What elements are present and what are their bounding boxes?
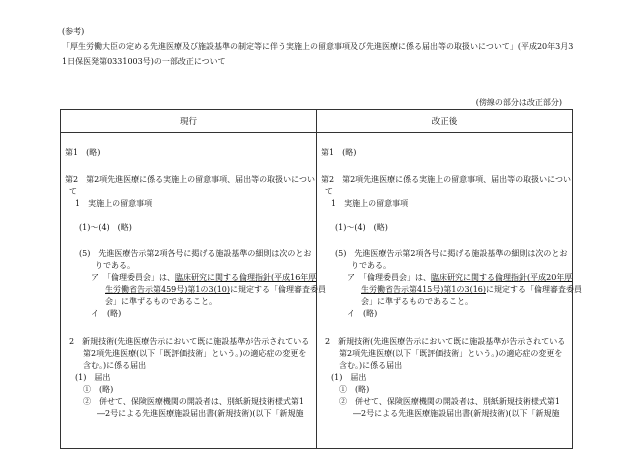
item-1-heading: 1 実施上の留意事項	[75, 199, 153, 208]
item-a-line-3: 会」に準ずるものであること。	[105, 297, 217, 306]
item-2-line-1: 2 新規技術(先進医療告示において既に施設基準が告示されている	[325, 337, 566, 346]
item-2-line-2: 第2項先進医療(以下「既評価技術」という。)の適応症の変更を	[339, 349, 563, 358]
para-1-2-line-1: ② 併せて、保険医療機関の開設者は、別紙新規技術様式第1	[83, 397, 304, 406]
document-title-line-1: 「厚生労働大臣の定める先進医療及び施設基準の制定等に伴う実施上の留意事項及び先進医療に係る届出等の取扱いについて」(平成20年3月3	[62, 42, 574, 51]
item-a-line-2	[361, 284, 582, 296]
item-2-line-3: 含む。)に係る届出	[339, 361, 403, 370]
item-a-rest: に規定する「倫理審査委員	[486, 285, 582, 294]
item-a-line-1	[347, 272, 572, 284]
item-2-line-2: 第2項先進医療(以下「既評価技術」という。)の適応症の変更を	[83, 349, 307, 358]
section-2-heading-cont: て	[69, 187, 77, 196]
amended-text: 臨床研究に関する倫理指針(平成20年厚	[431, 273, 573, 282]
amended-text: 生労働省告示第459号)第1の3(10)	[105, 285, 230, 294]
item-5-line-2: りである。	[351, 261, 391, 270]
amended-text: 臨床研究に関する倫理指針(平成16年厚	[175, 273, 317, 282]
item-2-line-1: 2 新規技術(先進医療告示において既に施設基準が告示されている	[69, 337, 310, 346]
section-2-heading: 第2 第2項先進医療に係る実施上の留意事項、届出等の取扱いについ	[321, 175, 572, 184]
column-header-current: 現行	[61, 110, 317, 133]
para-1: (1) 届出	[75, 373, 111, 382]
section-1: 第1 (略)	[321, 148, 357, 157]
item-5-line-2: りである。	[95, 261, 135, 270]
section-2-heading: 第2 第2項先進医療に係る実施上の留意事項、届出等の取扱いについ	[65, 175, 316, 184]
current-column	[61, 133, 326, 449]
column-header-revised: 改正後	[317, 110, 573, 133]
document-title-line-2: 1日保医発第0331003号)の一部改正について	[62, 57, 226, 66]
comparison-table	[60, 109, 582, 449]
item-1-subitems: (1)～(4) (略)	[335, 223, 388, 232]
item-a-line-2	[105, 284, 326, 296]
revised-column	[317, 133, 582, 449]
item-5-line-1: (5) 先進医療告示第2項各号に掲げる施設基準の細則は次のとお	[79, 249, 312, 258]
item-a-line-3: 会」に準ずるものであること。	[361, 297, 473, 306]
amended-text: 生労働省告示第415号)第1の3(16)	[361, 285, 486, 294]
item-2-line-3: 含む。)に係る届出	[83, 361, 147, 370]
para-1-2-line-1: ② 併せて、保険医療機関の開設者は、別紙新規技術様式第1	[339, 397, 560, 406]
para-1-2-line-2: ―2号による先進医療施設届出書(新規技術)(以下「新規施	[353, 409, 560, 418]
item-a-prefix: ア 「倫理委員会」は、	[91, 273, 175, 282]
item-a-rest: に規定する「倫理審査委員	[230, 285, 326, 294]
item-1-heading: 1 実施上の留意事項	[331, 199, 409, 208]
para-1-1: ① (略)	[83, 385, 114, 394]
section-1: 第1 (略)	[65, 148, 101, 157]
item-a-prefix: ア 「倫理委員会」は、	[347, 273, 431, 282]
para-1-1: ① (略)	[339, 385, 370, 394]
para-1-2-line-2: ―2号による先進医療施設届出書(新規技術)(以下「新規施	[97, 409, 304, 418]
para-1: (1) 届出	[331, 373, 367, 382]
item-1-subitems: (1)～(4) (略)	[79, 223, 132, 232]
item-5-line-1: (5) 先進医療告示第2項各号に掲げる施設基準の細則は次のとお	[335, 249, 568, 258]
item-b: イ (略)	[347, 309, 378, 318]
underline-note: (傍線の部分は改正部分)	[475, 98, 562, 107]
item-b: イ (略)	[91, 309, 122, 318]
reference-label: (参考)	[62, 27, 85, 36]
item-a-line-1	[91, 272, 316, 284]
section-2-heading-cont: て	[325, 187, 333, 196]
